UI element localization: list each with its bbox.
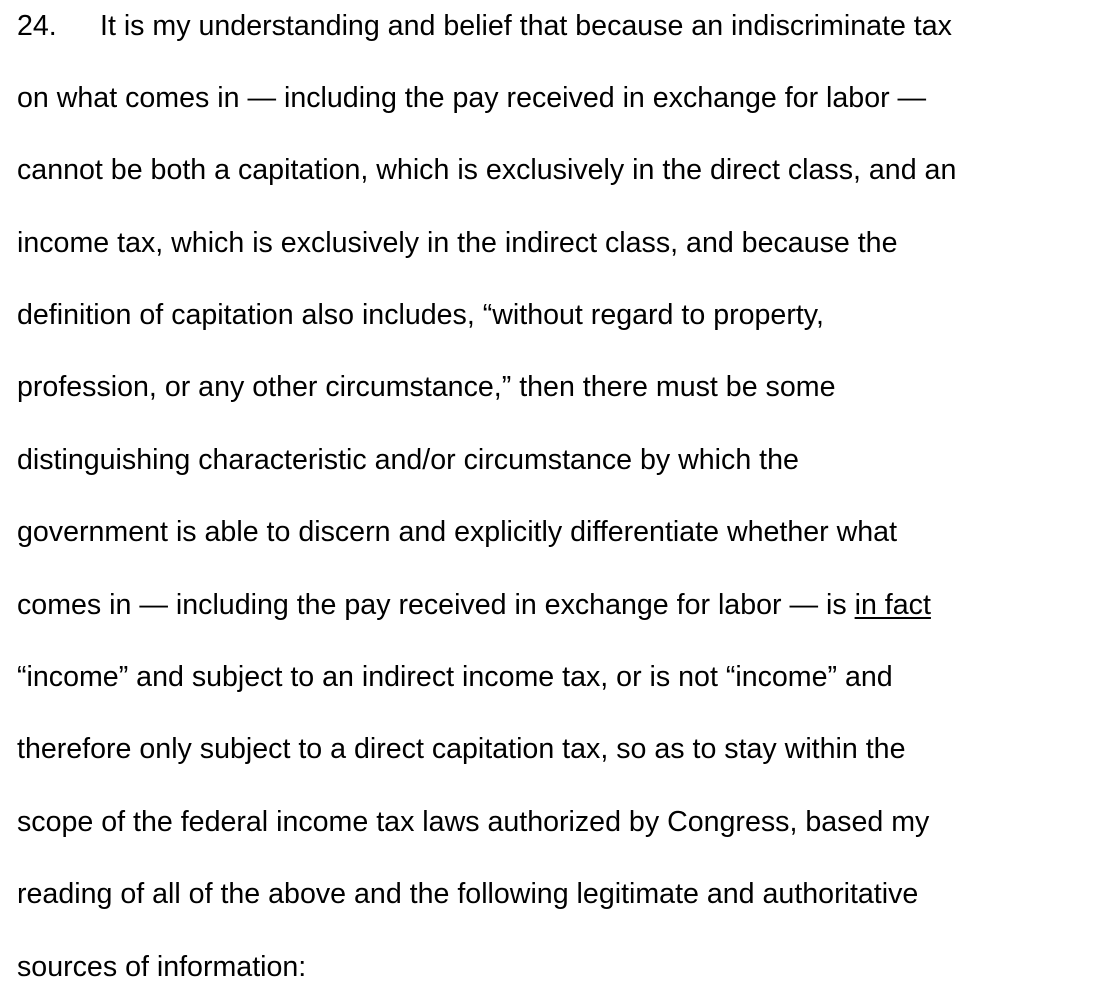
- paragraph-number: 24.: [17, 10, 57, 42]
- paragraph-line-11: therefore only subject to a direct capitation tax, so as to stay within the: [17, 733, 906, 765]
- paragraph-line-6: profession, or any other circumstance,” then there must be some: [17, 371, 836, 403]
- underlined-phrase: in fact: [854, 589, 931, 621]
- paragraph-line-2: on what comes in — including the pay received in exchange for labor —: [17, 82, 927, 114]
- paragraph-line-4: income tax, which is exclusively in the indirect class, and because the: [17, 227, 898, 259]
- paragraph-line-5: definition of capitation also includes, “without regard to property,: [17, 299, 824, 331]
- paragraph-text: It is my understanding and belief that because an indiscriminate tax: [100, 10, 952, 42]
- paragraph-line-12: scope of the federal income tax laws authorized by Congress, based my: [17, 806, 930, 838]
- paragraph-line-10: “income” and subject to an indirect income tax, or is not “income” and: [17, 661, 893, 693]
- paragraph-line-9: [17, 587, 931, 623]
- paragraph-line-13: reading of all of the above and the following legitimate and authoritative: [17, 878, 919, 910]
- paragraph-line-14: sources of information:: [17, 951, 307, 983]
- paragraph-line-3: cannot be both a capitation, which is exclusively in the direct class, and an: [17, 154, 957, 186]
- paragraph-line-1: [17, 8, 952, 44]
- paragraph-line-7: distinguishing characteristic and/or circumstance by which the: [17, 444, 799, 476]
- paragraph-text: comes in — including the pay received in exchange for labor — is: [17, 589, 855, 621]
- paragraph-line-8: government is able to discern and explicitly differentiate whether what: [17, 516, 898, 548]
